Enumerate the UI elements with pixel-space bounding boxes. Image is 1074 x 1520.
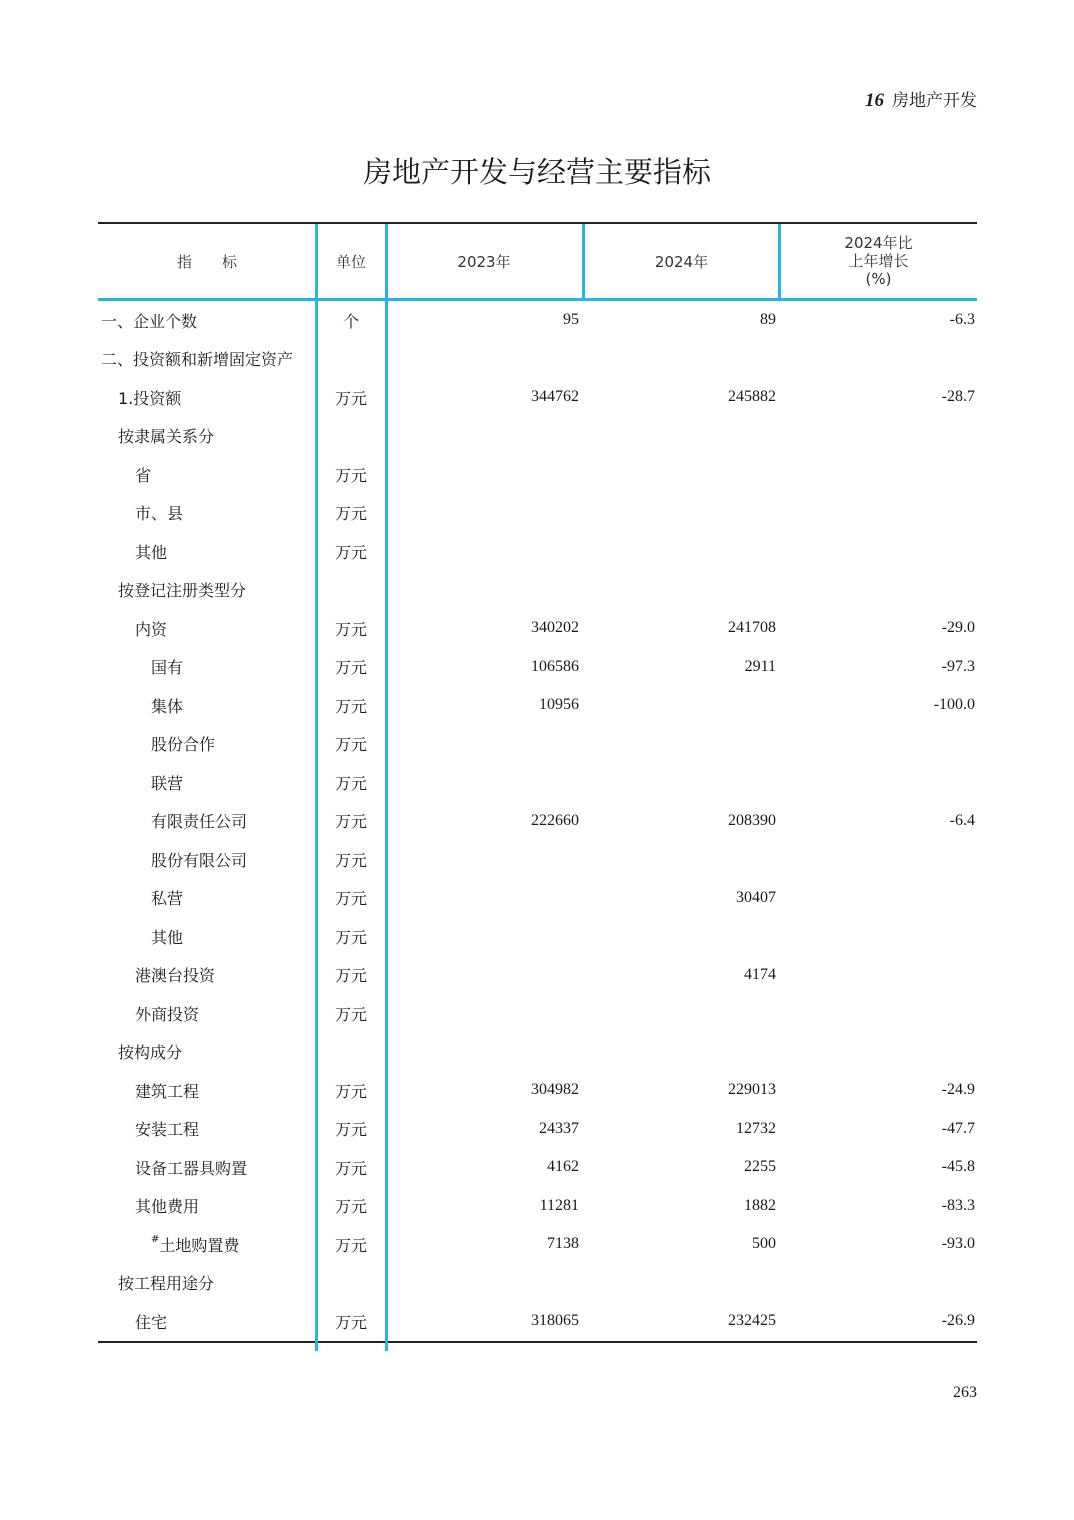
row-indicator-label: 股份有限公司 [151, 850, 248, 870]
row-growth [780, 917, 977, 956]
row-indicator-label: 内资 [135, 619, 168, 639]
row-value-2023: 11281 [539, 1196, 579, 1214]
row-indicator-name [98, 1148, 316, 1187]
row-unit: 万元 [334, 542, 367, 562]
table-row [98, 686, 977, 725]
row-value-2023: 10956 [539, 696, 579, 714]
row-growth: -26.9 [941, 1312, 975, 1330]
row-value-2023 [386, 1264, 582, 1303]
table-row [98, 840, 977, 879]
row-value-2023: 4162 [547, 1158, 579, 1176]
row-unit [316, 417, 386, 456]
row-indicator-label: 一、企业个数 [101, 311, 198, 331]
table-row [98, 340, 977, 379]
row-unit: 万元 [334, 504, 367, 524]
table-row [98, 1071, 977, 1110]
row-growth [780, 455, 977, 494]
row-value-2024 [584, 725, 779, 764]
row-value-2023 [386, 994, 582, 1033]
row-value-2023 [386, 340, 582, 379]
table-header [98, 224, 977, 301]
row-value-2024: 245882 [728, 388, 776, 406]
row-unit: 万元 [334, 773, 367, 793]
row-unit: 万元 [334, 1235, 367, 1255]
row-indicator-label: 联营 [151, 773, 184, 793]
row-indicator-name [98, 494, 316, 533]
row-value-2023: 106586 [531, 657, 579, 675]
row-value-2024: 1882 [744, 1196, 776, 1214]
header-growth-line2: 上年增长 [848, 252, 909, 270]
table-row [98, 417, 977, 456]
row-indicator-label: 建筑工程 [135, 1081, 200, 1101]
row-unit: 万元 [334, 1158, 367, 1178]
row-value-2024: 500 [752, 1235, 776, 1253]
row-indicator-name [98, 994, 316, 1033]
row-unit: 万元 [334, 388, 367, 408]
table-row [98, 532, 977, 571]
header-year-2024: 2024年 [654, 252, 709, 271]
table-row [98, 455, 977, 494]
row-value-2024 [584, 994, 779, 1033]
table-row [98, 571, 977, 610]
row-value-2023: 95 [563, 311, 579, 329]
table-bottom-rule [98, 1341, 977, 1343]
row-indicator-name [98, 532, 316, 571]
row-growth: -97.3 [941, 657, 975, 675]
row-value-2023 [386, 879, 582, 918]
table-row [98, 1302, 977, 1341]
row-value-2023: 7138 [547, 1235, 579, 1253]
row-indicator-label: 国有 [151, 658, 184, 678]
header-growth [780, 224, 977, 298]
row-indicator-name [98, 763, 316, 802]
row-prefix-mark: # [151, 1233, 160, 1245]
row-value-2023: 318065 [531, 1312, 579, 1330]
row-growth [780, 1264, 977, 1303]
row-value-2024 [584, 1033, 779, 1072]
row-value-2024 [584, 917, 779, 956]
row-indicator-label: 安装工程 [135, 1120, 200, 1140]
row-growth: -93.0 [941, 1235, 975, 1253]
row-value-2024 [584, 840, 779, 879]
row-growth: -100.0 [933, 696, 975, 714]
row-indicator-label: 股份合作 [151, 735, 216, 755]
row-growth [780, 725, 977, 764]
row-growth: -45.8 [941, 1158, 975, 1176]
row-value-2024: 89 [760, 311, 776, 329]
chapter-number: 16 [865, 90, 884, 111]
row-indicator-name [98, 648, 316, 687]
row-indicator-label: 1.投资额 [118, 388, 182, 408]
row-growth: -6.3 [949, 311, 975, 329]
row-value-2024: 241708 [728, 619, 776, 637]
row-growth: -83.3 [941, 1196, 975, 1214]
row-unit: 万元 [334, 1120, 367, 1140]
row-indicator-label: 私营 [151, 889, 184, 909]
row-value-2024 [584, 532, 779, 571]
row-indicator-label: 其他 [135, 542, 168, 562]
table-row [98, 1225, 977, 1264]
row-growth: -29.0 [941, 619, 975, 637]
row-value-2024: 208390 [728, 811, 776, 829]
row-indicator-label: 市、县 [135, 504, 184, 524]
row-unit: 万元 [334, 927, 367, 947]
table-row [98, 1148, 977, 1187]
row-indicator-label: 省 [135, 465, 152, 485]
row-value-2024: 2911 [744, 657, 776, 675]
table-row [98, 378, 977, 417]
row-value-2024 [584, 763, 779, 802]
column-divider-unit-right [385, 224, 388, 1351]
row-unit: 万元 [334, 465, 367, 485]
row-unit: 万元 [334, 1312, 367, 1332]
row-unit [316, 1033, 386, 1072]
row-unit: 万元 [334, 850, 367, 870]
row-indicator-label: 二、投资额和新增固定资产 [101, 350, 294, 370]
row-indicator-label: 设备工器具购置 [135, 1158, 248, 1178]
row-value-2024: 229013 [728, 1081, 776, 1099]
row-value-2023 [386, 725, 582, 764]
row-growth [780, 840, 977, 879]
chapter-name: 房地产开发 [892, 91, 977, 111]
row-growth [780, 417, 977, 456]
row-indicator-name [98, 571, 316, 610]
row-unit: 万元 [334, 812, 367, 832]
row-growth [780, 763, 977, 802]
row-indicator-name [98, 609, 316, 648]
row-indicator-name [98, 840, 316, 879]
row-value-2023: 304982 [531, 1081, 579, 1099]
row-indicator-name [98, 340, 316, 379]
table-row [98, 301, 977, 340]
row-value-2023: 222660 [531, 811, 579, 829]
row-indicator-label: 按工程用途分 [118, 1274, 215, 1294]
row-indicator-label: 按构成分 [118, 1043, 183, 1063]
row-indicator-name [98, 301, 316, 340]
table-row [98, 1187, 977, 1226]
page-title: 房地产开发与经营主要指标 [362, 155, 711, 189]
row-value-2023: 24337 [539, 1119, 579, 1137]
row-indicator-label: 其他费用 [135, 1197, 200, 1217]
chapter-header [865, 86, 977, 112]
row-value-2023 [386, 1033, 582, 1072]
table-row [98, 1264, 977, 1303]
row-indicator-label: 其他 [151, 927, 184, 947]
row-value-2024: 4174 [744, 965, 776, 983]
row-indicator-name [98, 879, 316, 918]
row-growth: -28.7 [941, 388, 975, 406]
table-row [98, 1033, 977, 1072]
row-growth [780, 994, 977, 1033]
row-indicator-label: 集体 [151, 696, 184, 716]
row-growth: -6.4 [949, 811, 975, 829]
row-value-2024 [584, 417, 779, 456]
header-growth-line3: (%) [865, 270, 892, 288]
row-indicator-name [98, 1187, 316, 1226]
row-indicator-name [98, 417, 316, 456]
row-indicator-name [98, 917, 316, 956]
row-indicator-label: 住宅 [135, 1312, 168, 1332]
row-growth [780, 571, 977, 610]
row-value-2024: 2255 [744, 1158, 776, 1176]
row-growth [780, 1033, 977, 1072]
row-value-2023 [386, 840, 582, 879]
table-row [98, 802, 977, 841]
row-value-2023 [386, 956, 582, 995]
table-row [98, 917, 977, 956]
header-growth-line1: 2024年比 [844, 234, 913, 252]
row-value-2023 [386, 532, 582, 571]
table-row [98, 609, 977, 648]
table-row [98, 1110, 977, 1149]
row-unit: 万元 [334, 735, 367, 755]
row-growth: -47.7 [941, 1119, 975, 1137]
row-growth [780, 494, 977, 533]
row-value-2023 [386, 917, 582, 956]
row-value-2024 [584, 1264, 779, 1303]
row-value-2023 [386, 417, 582, 456]
row-value-2024 [584, 686, 779, 725]
row-indicator-name [98, 1225, 316, 1264]
row-growth: -24.9 [941, 1081, 975, 1099]
row-indicator-name [98, 1110, 316, 1149]
row-indicator-label: 按登记注册类型分 [118, 581, 247, 601]
header-indicator: 指 标 [176, 252, 237, 271]
header-year-2023: 2023年 [457, 252, 511, 271]
row-value-2024 [584, 455, 779, 494]
row-indicator-name [98, 725, 316, 764]
row-indicator-name [98, 455, 316, 494]
row-unit [316, 1264, 386, 1303]
row-indicator-label: 按隶属关系分 [118, 427, 215, 447]
row-value-2023 [386, 763, 582, 802]
header-unit: 单位 [335, 252, 366, 271]
table-row [98, 725, 977, 764]
row-unit [316, 571, 386, 610]
row-value-2024 [584, 571, 779, 610]
row-indicator-name [98, 956, 316, 995]
row-indicator-name [98, 1302, 316, 1341]
row-unit: 个 [342, 311, 359, 331]
row-value-2023: 340202 [531, 619, 579, 637]
row-value-2024 [584, 340, 779, 379]
row-value-2024 [584, 494, 779, 533]
row-value-2023 [386, 455, 582, 494]
row-value-2023 [386, 494, 582, 533]
table-row [98, 994, 977, 1033]
row-value-2024: 12732 [736, 1119, 776, 1137]
table-row [98, 763, 977, 802]
table-row [98, 956, 977, 995]
table-row [98, 648, 977, 687]
row-indicator-name [98, 1071, 316, 1110]
table-row [98, 494, 977, 533]
indicator-table [98, 222, 977, 1343]
row-unit: 万元 [334, 889, 367, 909]
row-growth [780, 532, 977, 571]
row-growth [780, 340, 977, 379]
row-indicator-label: 土地购置费 [159, 1235, 240, 1255]
column-divider-2023-right [582, 224, 585, 299]
column-divider-unit-left [315, 224, 318, 1351]
row-indicator-name [98, 686, 316, 725]
page-number: 263 [953, 1384, 977, 1401]
table-body [98, 301, 977, 1341]
row-indicator-label: 外商投资 [135, 1004, 200, 1024]
row-unit [316, 340, 386, 379]
row-growth [780, 956, 977, 995]
row-value-2023: 344762 [531, 388, 579, 406]
row-indicator-label: 有限责任公司 [151, 812, 248, 832]
row-indicator-name [98, 1033, 316, 1072]
row-unit: 万元 [334, 658, 367, 678]
row-unit: 万元 [334, 619, 367, 639]
row-indicator-name [98, 802, 316, 841]
row-indicator-name [98, 378, 316, 417]
row-unit: 万元 [334, 1081, 367, 1101]
row-unit: 万元 [334, 696, 367, 716]
row-indicator-name [98, 1264, 316, 1303]
table-row [98, 879, 977, 918]
row-unit: 万元 [334, 1197, 367, 1217]
row-unit: 万元 [334, 1004, 367, 1024]
row-value-2023 [386, 571, 582, 610]
row-value-2024: 232425 [728, 1312, 776, 1330]
row-indicator-label: 港澳台投资 [135, 966, 216, 986]
row-value-2024: 30407 [736, 888, 776, 906]
row-growth [780, 879, 977, 918]
column-divider-2024-right [778, 224, 781, 299]
row-unit: 万元 [334, 966, 367, 986]
